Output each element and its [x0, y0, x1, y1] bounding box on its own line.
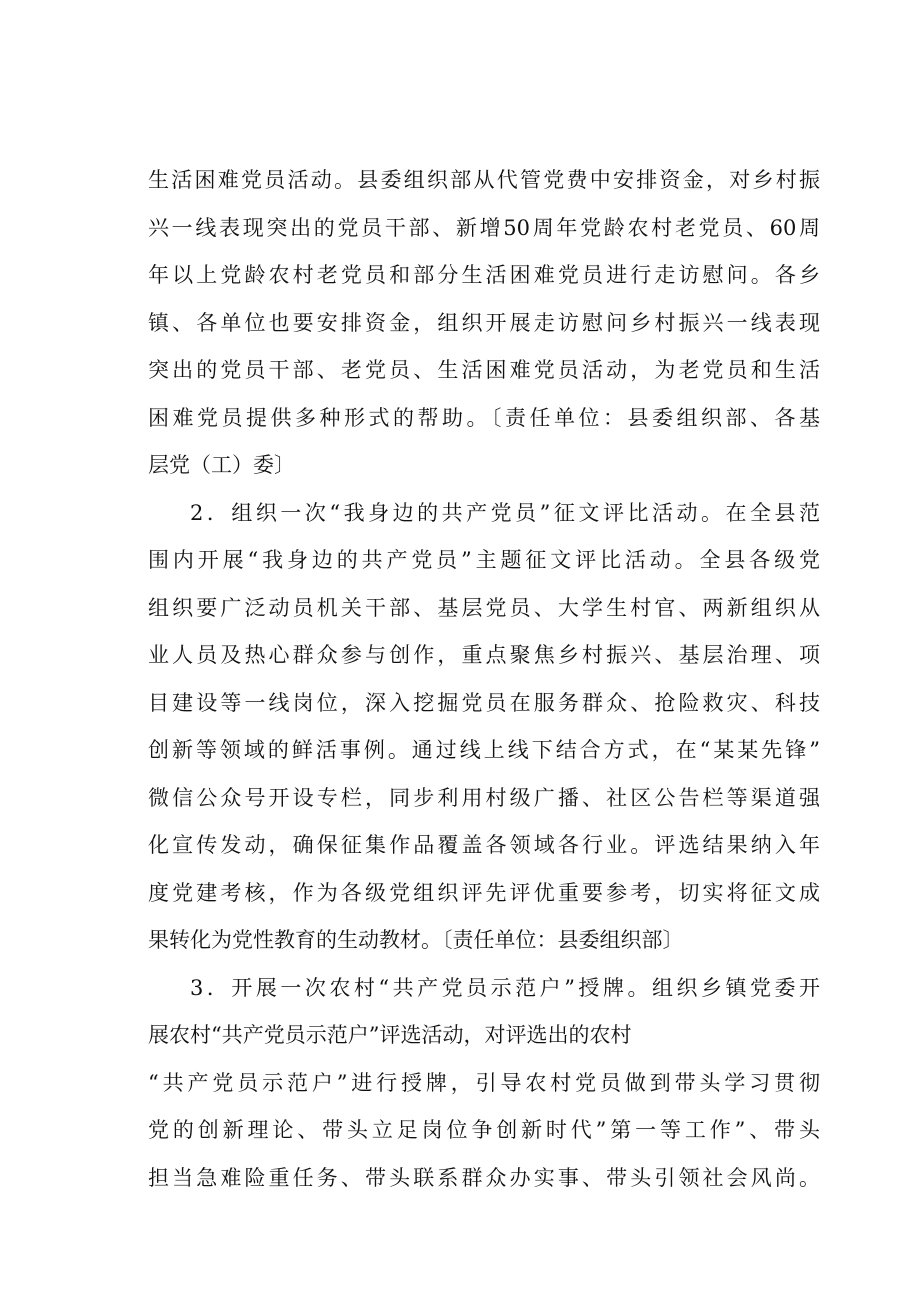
paragraph-2-first-line: 2．组织一次“我身边的共产党员”征文评比活动。在全县范	[190, 500, 820, 525]
body-line: 业人员及热心群众参与创作，重点聚焦乡村振兴、基层治理、项	[148, 643, 820, 667]
body-line: 化宣传发动，确保征集作品覆盖各领域各行业。评选结果纳入年	[148, 833, 820, 857]
body-line: 兴一线表现突出的党员干部、新增50周年党龄农村老党员、60周	[148, 215, 820, 240]
body-line: 层党（工）委〕	[148, 453, 295, 477]
body-line: 生活困难党员活动。县委组织部从代管党费中安排资金，对乡村振	[148, 168, 820, 192]
body-line: 担当急难险重任务、带头联系群众办实事、带头引领社会风尚。	[148, 1165, 820, 1190]
body-line: “共产党员示范户”进行授牌，引导农村党员做到带头学习贯彻	[148, 1070, 820, 1095]
body-line: 目建设等一线岗位，深入挖掘党员在服务群众、抢险救灾、科技	[148, 690, 820, 715]
body-line: 困难党员提供多种形式的帮助。〔责任单位：县委组织部、各基	[148, 405, 820, 430]
body-line: 突出的党员干部、老党员、生活困难党员活动，为老党员和生活	[148, 358, 820, 382]
body-line: 果转化为党性教育的生动教材。〔责任单位：县委组织部〕	[148, 928, 684, 952]
body-line: 度党建考核，作为各级党组织评先评优重要参考，切实将征文成	[148, 880, 820, 905]
document-body	[148, 157, 820, 1202]
body-line: 展农村“共产党员示范户”评选活动，对评选出的农村	[148, 1023, 632, 1047]
body-line: 微信公众号开设专栏，同步利用村级广播、社区公告栏等渠道强	[148, 785, 820, 810]
body-line: 年以上党龄农村老党员和部分生活困难党员进行走访慰问。各乡	[148, 263, 820, 287]
body-line: 镇、各单位也要安排资金，组织开展走访慰问乡村振兴一线表现	[148, 310, 820, 335]
body-line: 组织要广泛动员机关干部、基层党员、大学生村官、两新组织从	[148, 595, 820, 620]
body-line: 围内开展“我身边的共产党员”主题征文评比活动。全县各级党	[148, 548, 820, 572]
paragraph-3-first-line: 3．开展一次农村“共产党员示范户”授牌。组织乡镇党委开	[190, 975, 820, 1000]
body-line: 党的创新理论、带头立足岗位争创新时代”第一等工作”、带头	[148, 1118, 820, 1142]
body-line: 创新等领域的鲜活事例。通过线上线下结合方式，在“某某先锋”	[148, 738, 820, 762]
